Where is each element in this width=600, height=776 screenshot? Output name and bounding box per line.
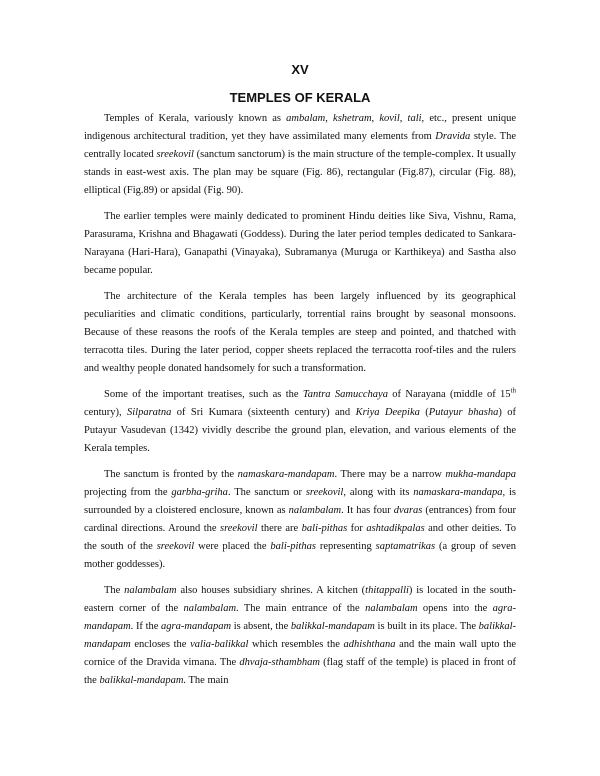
italic-term: Dravida xyxy=(435,131,471,142)
text-run: for xyxy=(347,523,367,534)
italic-term: sreekovil xyxy=(156,149,194,160)
text-run: and other deities. To the south of the xyxy=(84,523,517,552)
italic-term: adhishthana xyxy=(343,639,396,650)
italic-term: bali-pithas xyxy=(270,541,316,552)
text-run: projecting from the xyxy=(84,487,172,498)
text-run: The main xyxy=(186,675,229,686)
italic-term: nalambalam xyxy=(124,585,177,596)
text-run: there are xyxy=(257,523,302,534)
text-run: (a group of seven mother goddesses). xyxy=(84,541,516,570)
text-run: (entrances) from four cardinal directions. Around the xyxy=(84,505,517,534)
text-run: (flag staff of the temple) is placed in front of the xyxy=(84,657,516,686)
italic-term: namaskara-mandapam xyxy=(237,469,335,480)
text-run: is built in its place. The xyxy=(374,621,479,632)
text-run: ) is located in the south-eastern corner of the xyxy=(84,585,517,614)
text-run: , along with its xyxy=(343,487,414,498)
text-run: opens into the xyxy=(417,603,493,614)
italic-term: dhvaja-sthambham xyxy=(239,657,320,668)
text-run: representing xyxy=(315,541,376,552)
chapter-number: XV xyxy=(291,62,309,77)
italic-term: sreekovil xyxy=(305,487,344,498)
paragraph xyxy=(84,110,516,200)
text-run: which resembles the xyxy=(248,639,344,650)
chapter-title: TEMPLES OF KERALA xyxy=(229,90,371,105)
text-run: also houses subsidiary shrines. A kitchen ( xyxy=(176,585,366,596)
italic-term: garbha-griha xyxy=(171,487,228,498)
italic-term: Silparatna xyxy=(127,407,172,418)
text-run: , is surrounded by a cloistered enclosure, known as xyxy=(84,487,516,516)
italic-term: ashtadikpalas xyxy=(366,523,425,534)
text-run: , etc., present unique indigenous architectural tradition, yet they have assimilated many elements from xyxy=(84,113,517,142)
text-run: of Narayana (middle of 15 xyxy=(387,389,511,400)
paragraph xyxy=(84,386,516,458)
text-run: style. The centrally located xyxy=(84,131,516,160)
italic-term: tali xyxy=(407,113,422,124)
paragraph xyxy=(84,466,516,574)
text-run: . It has four xyxy=(341,505,394,516)
italic-term: bali-pithas xyxy=(301,523,348,534)
italic-term: agra-mandapam xyxy=(161,621,232,632)
text-run: . The sanctum or xyxy=(227,487,306,498)
italic-term: agra-mandapam xyxy=(84,603,516,632)
text-run: were placed the xyxy=(194,541,271,552)
paragraph xyxy=(84,288,516,378)
italic-term: saptamatrikas xyxy=(375,541,436,552)
text-run: The earlier temples were mainly dedicated to prominent Hindu deities like Siva, Vishnu, Rama, Parasurama, Krishna and Bhagawati (Goddess). During the later period temples dedicated to Sankara-Narayana (Hari-Hara), Ganapathi (Vinayaka), Subramanya (Muruga or Karthikeya) and Sastha also became popular. xyxy=(84,211,516,276)
italic-term: nalambalam xyxy=(365,603,418,614)
superscript: th xyxy=(510,386,516,395)
text-run: Temples of Kerala, variously known as xyxy=(104,113,287,124)
italic-term: nalambalam xyxy=(288,505,342,516)
text-run: ( xyxy=(419,407,429,418)
italic-term: valia-balikkal xyxy=(190,639,249,650)
italic-term: dvaras xyxy=(393,505,423,516)
italic-term: namaskara-mandapa xyxy=(413,487,503,498)
text-run: and the main wall upto the cornice of the Dravida vimana. The xyxy=(84,639,516,668)
text-run: Some of the important treatises, such as the xyxy=(104,389,303,400)
body-text xyxy=(84,110,516,698)
italic-term: balikkal-mandapam xyxy=(84,621,516,650)
text-run: , xyxy=(325,113,334,124)
italic-term: sreekovil xyxy=(219,523,258,534)
italic-term: sreekovil xyxy=(156,541,195,552)
text-run: encloses the xyxy=(130,639,191,650)
text-run: The sanctum is fronted by the xyxy=(104,469,238,480)
italic-term: mukha-mandapa xyxy=(445,469,516,480)
text-run: century), xyxy=(84,407,128,418)
italic-term: Kriya Deepika xyxy=(355,407,420,418)
italic-term: thitappalli xyxy=(365,585,409,596)
italic-term: Putayur bhasha xyxy=(428,407,499,418)
text-run: The xyxy=(104,585,125,596)
paragraph xyxy=(84,582,516,690)
italic-term: nalambalam xyxy=(183,603,237,614)
text-run: The architecture of the Kerala temples has been largely influenced by its geographical peculiarities and climatic conditions, particularly, torrential rains brought by seasonal monsoons. Because of these reasons the roofs of the Kerala temples are steep and pointed, and thatched with terracotta tiles. During the later period, copper sheets replaced the terracotta roof-tiles and the rulers and wealthy people donated handsomely for such a transformation. xyxy=(84,291,516,374)
text-run: , xyxy=(371,113,380,124)
text-run: (sanctum sanctorum) is the main structure of the temple-complex. It usually stands in east-west axis. The plan may be square (Fig. 86), rectangular (Fig.87), circular (Fig. 88), elliptical (Fig.89) or apsidal (Fig. 90). xyxy=(84,149,517,196)
text-run: is absent, the xyxy=(231,621,291,632)
text-run: . If the xyxy=(130,621,162,632)
italic-term: balikkal-mandapam xyxy=(290,621,375,632)
text-run: , xyxy=(399,113,408,124)
italic-term: balikkal-mandapam. xyxy=(99,675,187,686)
italic-term: kshetram xyxy=(333,113,372,124)
italic-term: kovil xyxy=(379,113,400,124)
paragraph xyxy=(84,208,516,280)
text-run: ) of Putayur Vasudevan (1342) vividly describe the ground plan, elevation, and various elements of the Kerala temples. xyxy=(84,407,517,454)
text-run: . The main entrance of the xyxy=(236,603,366,614)
text-run: . There may be a narrow xyxy=(334,469,446,480)
text-run: of Sri Kumara (sixteenth century) and xyxy=(171,407,356,418)
italic-term: Tantra Samucchaya xyxy=(302,389,388,400)
italic-term: ambalam xyxy=(286,113,326,124)
